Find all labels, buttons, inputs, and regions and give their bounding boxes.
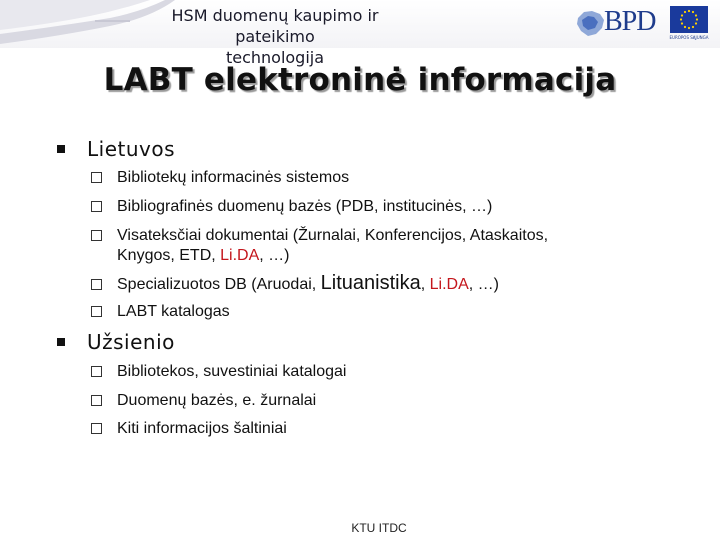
section-label: Lietuvos [87, 137, 176, 161]
lithuania-map-icon [576, 6, 606, 42]
checkbox-bullet-icon [91, 306, 102, 317]
list-item-text: Bibliotekų informacinės sistemos [117, 169, 350, 186]
header-title [160, 5, 390, 68]
checkbox-bullet-icon [91, 395, 102, 406]
checkbox-bullet-icon [91, 201, 102, 212]
footer-label: KTU ITDC [351, 521, 407, 535]
header-title-line2: technologija [225, 48, 325, 67]
eu-caption: EUROPOS SĄJUNGA [669, 35, 709, 40]
lituanistika-text: Lituanistika [320, 272, 421, 294]
list-item-text: Bibliotekos, suvestiniai katalogai [117, 363, 347, 380]
eu-flag-icon [668, 6, 710, 34]
checkbox-bullet-icon [91, 423, 102, 434]
lida-highlight: Li.DA [429, 276, 469, 293]
header-title-line1: HSM duomenų kaupimo ir pateikimo [171, 6, 379, 46]
square-bullet-icon [57, 338, 65, 346]
list-item-part-a: Specializuotos DB (Aruodai, [117, 276, 321, 293]
section-label: Užsienio [87, 330, 175, 354]
bpd-logo [576, 6, 662, 42]
checkbox-bullet-icon [91, 279, 102, 290]
eu-flag-logo [668, 6, 710, 44]
list-item-part-c: , …) [468, 276, 499, 293]
slide-title: LABT elektroninė informacija [103, 62, 617, 98]
checkbox-bullet-icon [91, 172, 102, 183]
list-item-text: Duomenų bazės, e. žurnalai [117, 392, 317, 409]
list-item-text: Kiti informacijos šaltiniai [117, 420, 287, 437]
list-item-text: Bibliografinės duomenų bazės (PDB, institucinės, …) [117, 198, 493, 215]
list-item-text [117, 273, 499, 295]
list-item-line2a: Knygos, ETD, [117, 247, 221, 264]
lida-highlight: Li.DA [220, 247, 260, 264]
list-item-text [117, 226, 548, 266]
list-item-part-b: , [420, 276, 430, 293]
square-bullet-icon [57, 145, 65, 153]
list-item-text: LABT katalogas [117, 303, 230, 320]
list-item-line2b: , …) [259, 247, 290, 264]
checkbox-bullet-icon [91, 230, 102, 241]
list-item-line1: Visateksčiai dokumentai (Žurnalai, Konferencijos, Ataskaitos, [117, 227, 549, 244]
bpd-logo-text: BPD [604, 6, 656, 37]
checkbox-bullet-icon [91, 366, 102, 377]
